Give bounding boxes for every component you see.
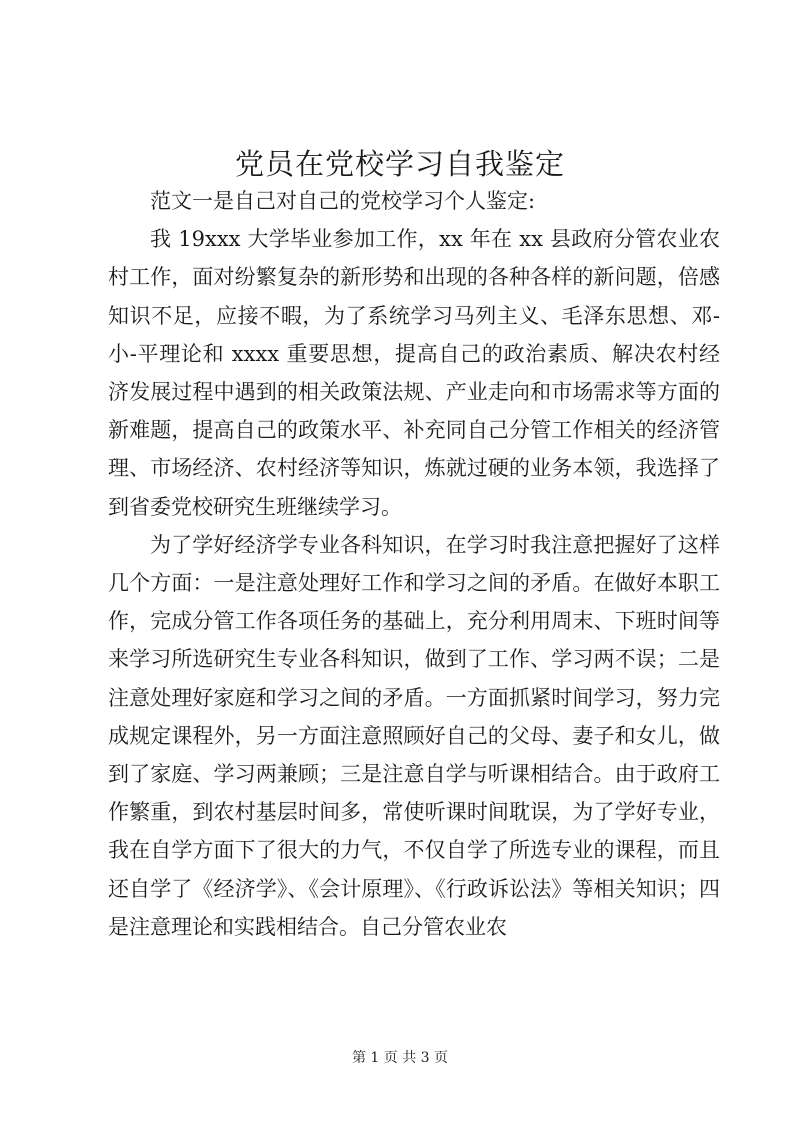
document-body (108, 182, 720, 946)
page-number-footer: 第 1 页 共 3 页 (351, 1050, 449, 1066)
paragraph-study-methods: 为了学好经济学专业各科知识，在学习时我注意把握好了这样几个方面：一是注意处理好工作和学习之间的矛盾。在做好本职工作，完成分管工作各项任务的基础上，充分利用周末、下班时间等来学习所选研究生专业各科知识，做到了工作、学习两不误；二是注意处理好家庭和学习之间的矛盾。一方面抓紧时间学习，努力完成规定课程外，另一方面注意照顾好自己的父母、妻子和女儿，做到了家庭、学习两兼顾；三是注意自学与听课相结合。由于政府工作繁重，到农村基层时间多，常使听课时间耽误，为了学好专业，我在自学方面下了很大的力气，不仅自学了所选专业的课程，而且还自学了《经济学》、《会计原理》、《行政诉讼法》等相关知识；四是注意理论和实践相结合。自己分管农业农 (108, 532, 720, 939)
paragraph-background: 我 19xxx 大学毕业参加工作，xx 年在 xx 县政府分管农业农村工作，面对纷繁复杂的新形势和出现的各种各样的新问题，倍感知识不足，应接不暇，为了系统学习马列主义、毛泽东思想、邓-小-平理论和 xxxx 重要思想，提高自己的政治素质、解决农村经济发展过程中遇到的相关政策法规、产业走向和市场需求等方面的新难题，提高自己的政策水平、补充同自己分管工作相关的经济管理、市场经济、农村经济等知识，炼就过硬的业务本领，我选择了到省委党校研究生班继续学习。 (108, 227, 720, 519)
paragraph-intro: 范文一是自己对自己的党校学习个人鉴定: (150, 189, 536, 213)
document-title: 党员在党校学习自我鉴定 (234, 147, 565, 181)
